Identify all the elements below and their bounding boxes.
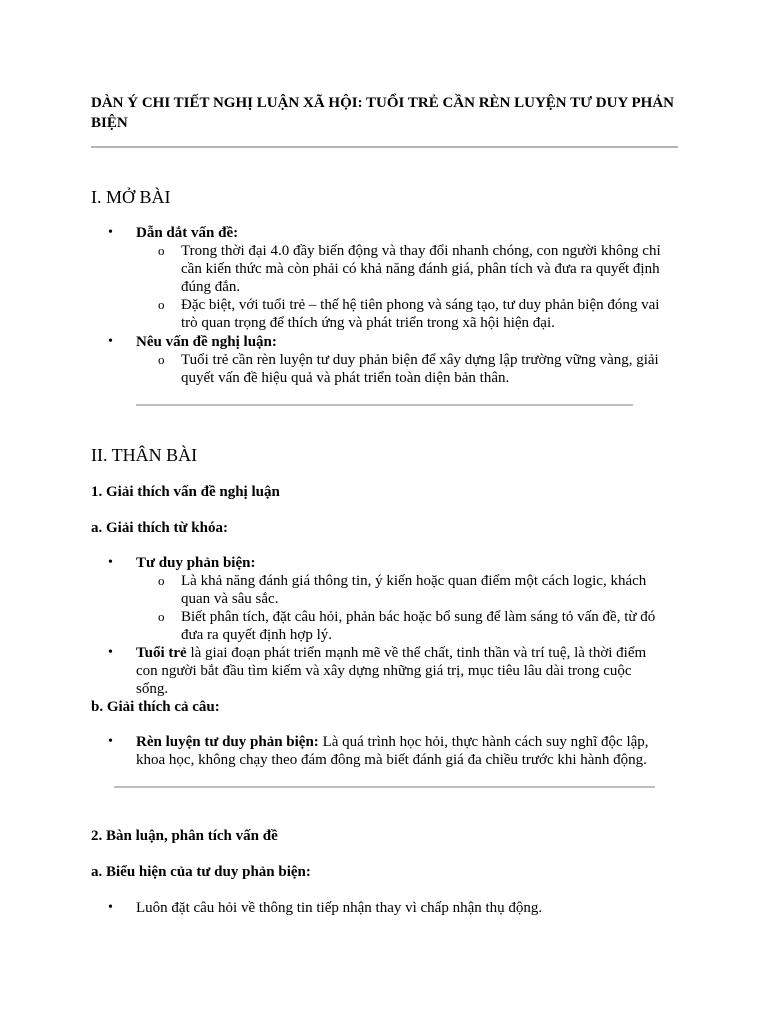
sub-item-text: Biết phân tích, đặt câu hỏi, phản bác hoặc bổ sung để làm sáng tỏ vấn đề, từ đó đưa ra quyết định hợp lý. — [181, 609, 656, 643]
bullet-icon: • — [108, 334, 113, 349]
document-title: DÀN Ý CHI TIẾT NGHỊ LUẬN XÃ HỘI: TUỔI TRẺ CẦN RÈN LUYỆN TƯ DUY PHẢN BIỆN — [91, 95, 674, 131]
bullet-icon: • — [108, 734, 113, 749]
bullet-label: Rèn luyện tư duy phản biện: — [136, 734, 319, 750]
bullet-icon: • — [108, 555, 113, 570]
bullet-icon: • — [108, 900, 113, 915]
sub-item-text: Tuổi trẻ cần rèn luyện tư duy phản biện để xây dựng lập trường vững vàng, giải quyết vấn đề hiệu quả và phát triển toàn diện bản thân. — [181, 352, 659, 386]
title-divider — [91, 146, 678, 148]
bullet-icon: • — [108, 645, 113, 660]
bullet-body: là giai đoạn phát triển mạnh mẽ về thể chất, tinh thần và trí tuệ, là thời điểm con người bắt đầu tìm kiếm và xây dựng những giá trị, mục tiêu lâu dài trong cuộc sống. — [136, 645, 647, 697]
bullet-label: Nêu vấn đề nghị luận: — [136, 334, 277, 350]
heading-than-bai: II. THÂN BÀI — [91, 445, 198, 465]
subheading-section-1: 1. Giải thích vấn đề nghị luận — [91, 484, 280, 500]
sub-bullet-icon: o — [158, 297, 165, 312]
bullet-body: Luôn đặt câu hỏi về thông tin tiếp nhận thay vì chấp nhận thụ động. — [136, 900, 543, 916]
sub-item-text: Trong thời đại 4.0 đầy biến động và thay đổi nhanh chóng, con người không chỉ cần kiến thức mà còn phải có khả năng đánh giá, phân tích và đưa ra quyết định đúng đắn. — [181, 243, 661, 295]
sub-item-text: Đặc biệt, với tuổi trẻ – thế hệ tiên phong và sáng tạo, tư duy phản biện đóng vai trò quan trọng để thích ứng và phát triển trong xã hội hiện đại. — [181, 297, 660, 331]
bullet-label: Tuổi trẻ — [136, 645, 187, 661]
subheading-section-2: 2. Bàn luận, phân tích vấn đề — [91, 828, 278, 844]
sub-item-text: Là khả năng đánh giá thông tin, ý kiến hoặc quan điểm một cách logic, khách quan và sâu sắc. — [181, 573, 647, 607]
bullet-label: Dẫn dắt vấn đề: — [136, 225, 239, 241]
subheading-1a: a. Giải thích từ khóa: — [91, 520, 228, 536]
heading-mo-bai: I. MỞ BÀI — [91, 187, 171, 207]
bullet-label: Tư duy phản biện: — [136, 555, 256, 571]
bullet-body: Là quá trình học hỏi, thực hành cách suy nghĩ độc lập, khoa học, không chạy theo đám đông mà biết đánh giá đa chiều trước khi hành động. — [136, 734, 649, 768]
sub-bullet-icon: o — [158, 573, 165, 588]
bullet-icon: • — [108, 225, 113, 240]
section-divider — [136, 404, 633, 406]
subheading-2a: a. Biểu hiện của tư duy phản biện: — [91, 864, 311, 880]
sub-bullet-icon: o — [158, 352, 165, 367]
sub-bullet-icon: o — [158, 243, 165, 258]
subheading-1b: b. Giải thích cả câu: — [91, 699, 220, 715]
sub-bullet-icon: o — [158, 609, 165, 624]
section-divider — [114, 786, 655, 788]
